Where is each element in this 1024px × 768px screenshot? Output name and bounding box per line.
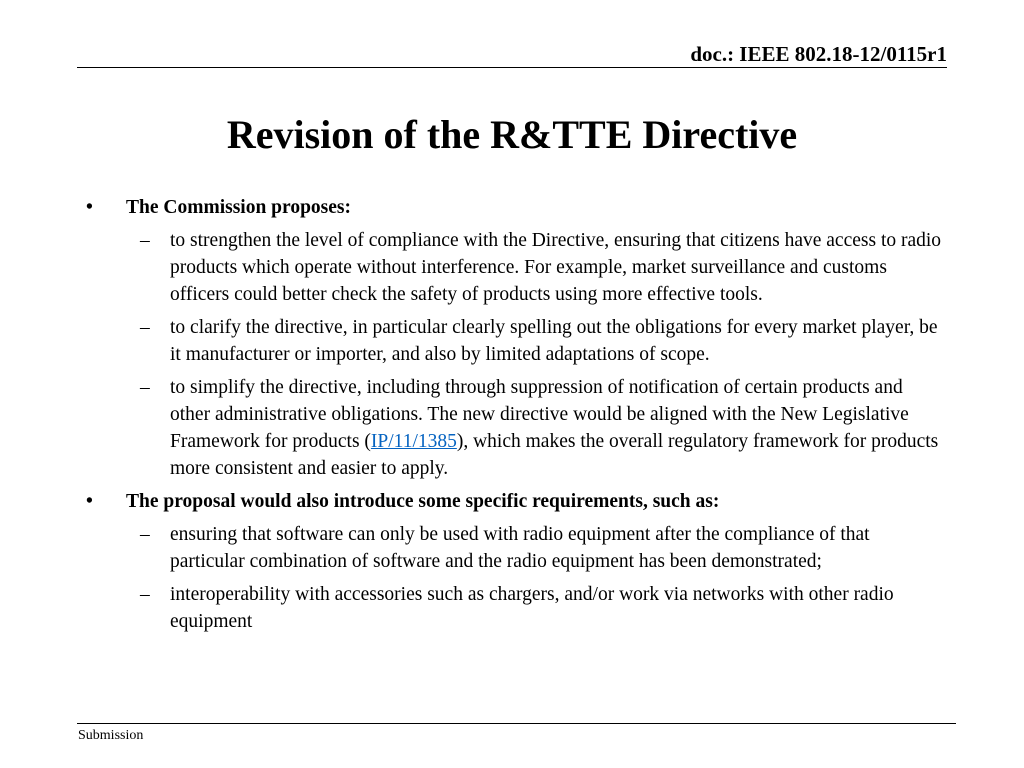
sub-item-interoperability [86, 581, 946, 635]
sub-item-clarify-directive [86, 314, 946, 368]
dash-marker: – [140, 524, 150, 545]
dash-marker: – [140, 317, 150, 338]
dash-marker: – [140, 377, 150, 398]
header-divider [77, 67, 947, 68]
dash-marker: – [140, 584, 150, 605]
bullet-marker: • [86, 491, 93, 512]
bullet-text: The Commission proposes: [126, 197, 352, 218]
sub-item-text: interoperability with accessories such as chargers, and/or work via networks with other radio equipment [170, 584, 894, 632]
sub-item-software-compliance [86, 521, 946, 575]
sub-item-text: to clarify the directive, in particular clearly spelling out the obligations for every market player, be it manufacturer or importer, and also by limited adaptations of scope. [170, 317, 938, 365]
slide-title: Revision of the R&TTE Directive [226, 112, 798, 157]
doc-id-header: doc.: IEEE 802.18-12/0115r1 [690, 42, 947, 66]
sub-item-text: to strengthen the level of compliance with the Directive, ensuring that citizens have access to radio products which operate without interference. For example, market surveillance and customs officers could better check the safety of products using more effective tools. [170, 230, 942, 305]
dash-marker: – [140, 230, 150, 251]
sub-item-text: ensuring that software can only be used with radio equipment after the compliance of that particular combination of software and the radio equipment has been demonstrated; [170, 524, 870, 572]
sub-item-text-before-link: to simplify the directive, including through suppression of notification of certain products and other administrative obligations. The new directive would be aligned with the New Legislative Framework for products ( [170, 377, 909, 452]
bullet-commission-proposes [86, 194, 946, 221]
bullet-marker: • [86, 197, 93, 218]
footer-submission-label: Submission [78, 728, 144, 743]
slide-content [86, 194, 946, 641]
footer-divider [77, 723, 956, 724]
sub-item-simplify-directive [86, 374, 946, 482]
sub-item-text-after-link: ), which makes the overall regulatory framework for products more consistent and easier to apply. [170, 431, 939, 479]
bullet-specific-requirements [86, 488, 946, 515]
bullet-text: The proposal would also introduce some specific requirements, such as: [126, 491, 720, 512]
sub-item-strengthen-compliance [86, 227, 946, 308]
ip-11-1385-link[interactable]: IP/11/1385 [370, 431, 457, 452]
